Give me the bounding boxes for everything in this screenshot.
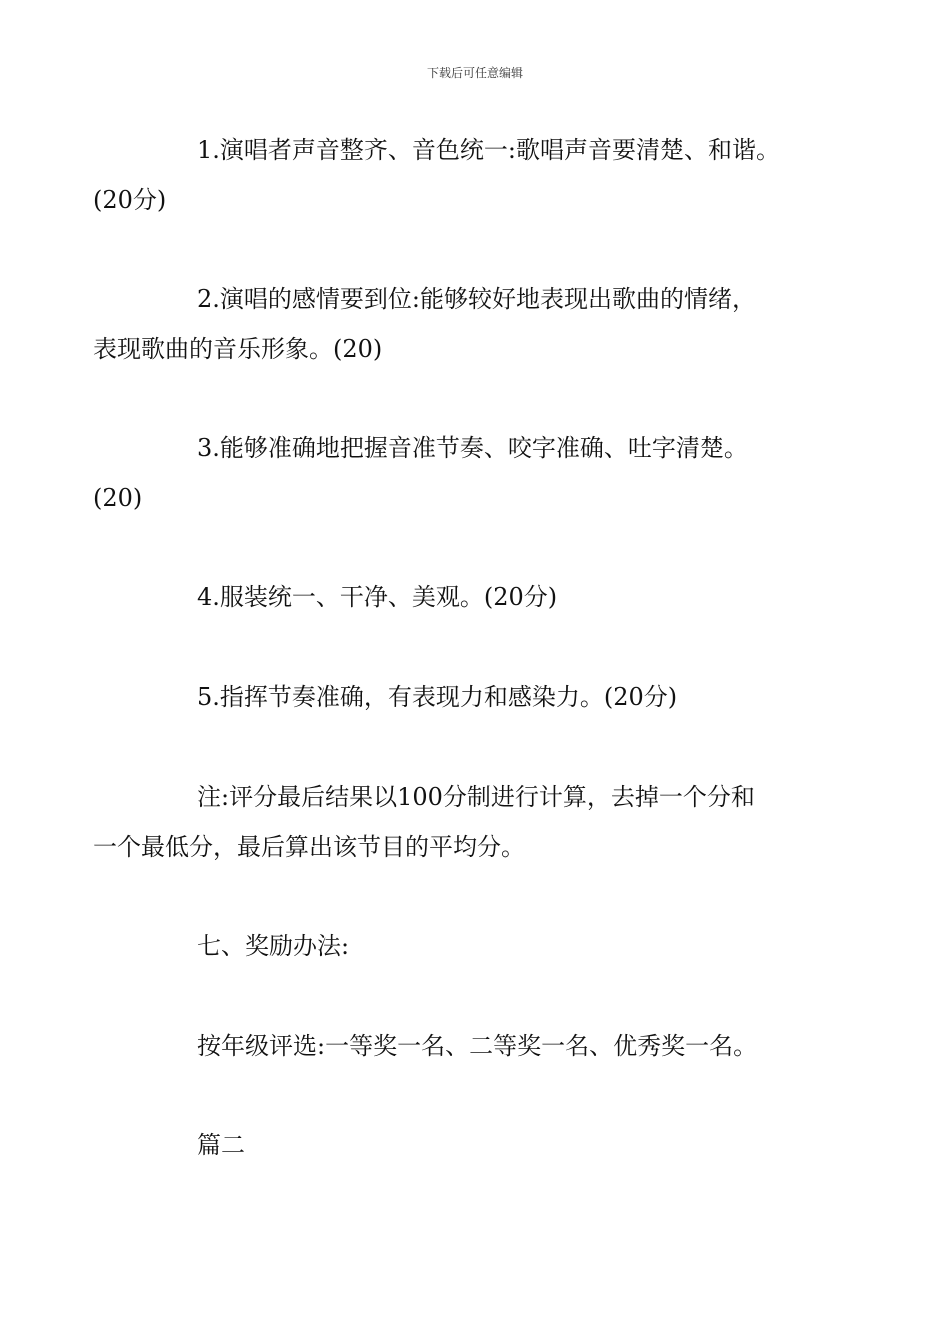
criterion-1-line1: 1.演唱者声音整齐、音色统一:歌唱声音要清楚、和谐。	[197, 136, 780, 164]
criterion-1	[93, 125, 825, 225]
scoring-note-line1: 注:评分最后结果以100分制进行计算，去掉一个分和	[197, 783, 755, 811]
criterion-2	[93, 274, 825, 374]
rewards-detail-text: 按年级评选:一等奖一名、二等奖一名、优秀奖一名。	[197, 1032, 758, 1060]
criterion-2-line2: 表现歌曲的音乐形象。(20)	[93, 335, 383, 363]
criterion-3-line1: 3.能够准确地把握音准节奏、咬字准确、吐字清楚。	[197, 434, 748, 462]
scoring-note-line2: 一个最低分，最后算出该节目的平均分。	[93, 833, 525, 861]
criterion-1-line2: (20分)	[93, 186, 167, 214]
criterion-3-line2: (20)	[93, 484, 143, 512]
criterion-3	[93, 423, 825, 523]
header-note: 下载后可任意编辑	[426, 66, 523, 80]
criterion-4	[145, 572, 825, 622]
part-two-heading-text: 篇二	[197, 1131, 245, 1159]
criterion-4-line1: 4.服装统一、干净、美观。(20分)	[197, 583, 558, 611]
scoring-note	[93, 772, 825, 872]
section-heading-rewards-text: 七、奖励办法:	[197, 932, 350, 960]
criterion-5-line1: 5.指挥节奏准确，有表现力和感染力。(20分)	[197, 683, 678, 711]
criterion-2-line1: 2.演唱的感情要到位:能够较好地表现出歌曲的情绪，	[197, 285, 756, 313]
criterion-5	[145, 672, 825, 722]
part-two-heading	[145, 1120, 825, 1170]
section-heading-rewards	[145, 921, 825, 971]
rewards-detail	[145, 1021, 825, 1071]
